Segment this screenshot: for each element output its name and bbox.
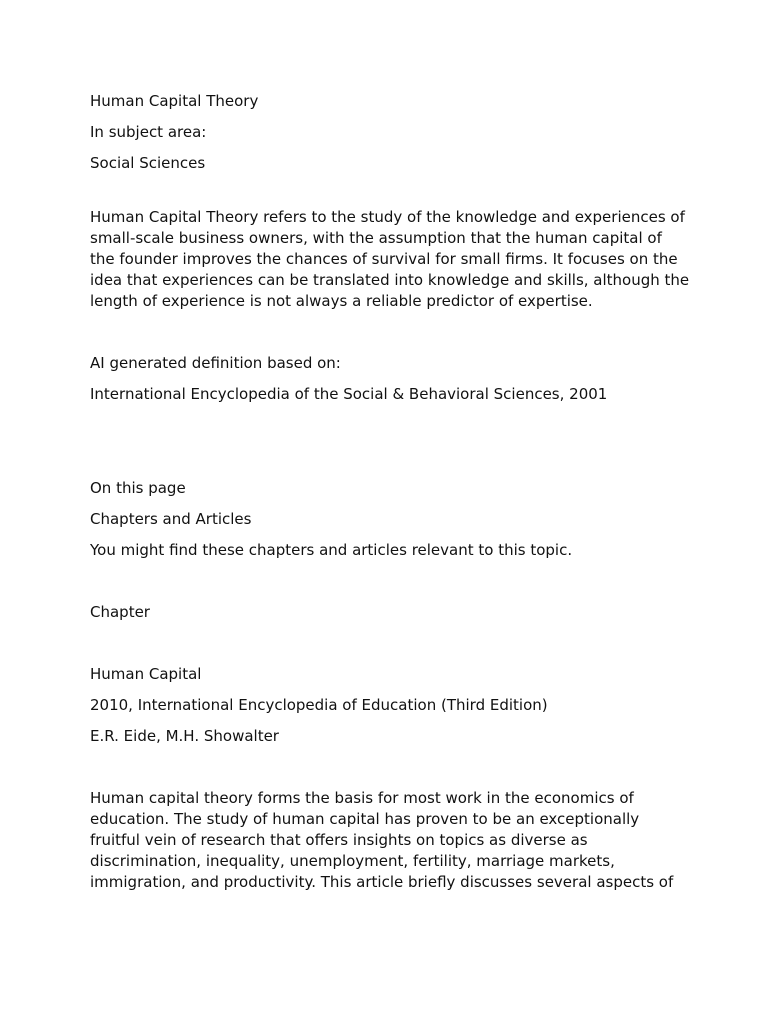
on-this-page-label: On this page [90,479,186,497]
chapters-articles-intro: You might find these chapters and articles relevant to this topic. [90,541,573,559]
definition-source-link[interactable]: International Encyclopedia of the Social & Behavioral Sciences, 2001 [90,385,608,403]
page-title: Human Capital Theory [90,92,259,110]
definition-text: Human Capital Theory refers to the study of the knowledge and experiences of small-scale business owners, with the assumption that the human capital of the founder improves the chances of survival for small firms. It focuses on the idea that experiences can be translated into knowledge and skills, although the length of experience is not always a reliable predictor of expertise. [90,208,690,310]
subject-area-label: In subject area: [90,123,207,141]
chapter-abstract: Human capital theory forms the basis for most work in the economics of education. The study of human capital has proven to be an exceptionally fruitful vein of research that offers insights on topics as diverse as discrimination, inequality, unemployment, fertility, marriage markets, immigration, and productivity. This article briefly discusses several aspects of [90,789,674,891]
chapter-authors: E.R. Eide, M.H. Showalter [90,727,279,745]
subject-area-link[interactable]: Social Sciences [90,154,206,172]
chapter-title-link[interactable]: Human Capital [90,665,202,683]
document-page [90,91,690,893]
chapter-type-label: Chapter [90,603,150,621]
chapter-source: 2010, International Encyclopedia of Education (Third Edition) [90,696,548,714]
ai-definition-label: AI generated definition based on: [90,354,341,372]
chapters-articles-link[interactable]: Chapters and Articles [90,510,252,528]
